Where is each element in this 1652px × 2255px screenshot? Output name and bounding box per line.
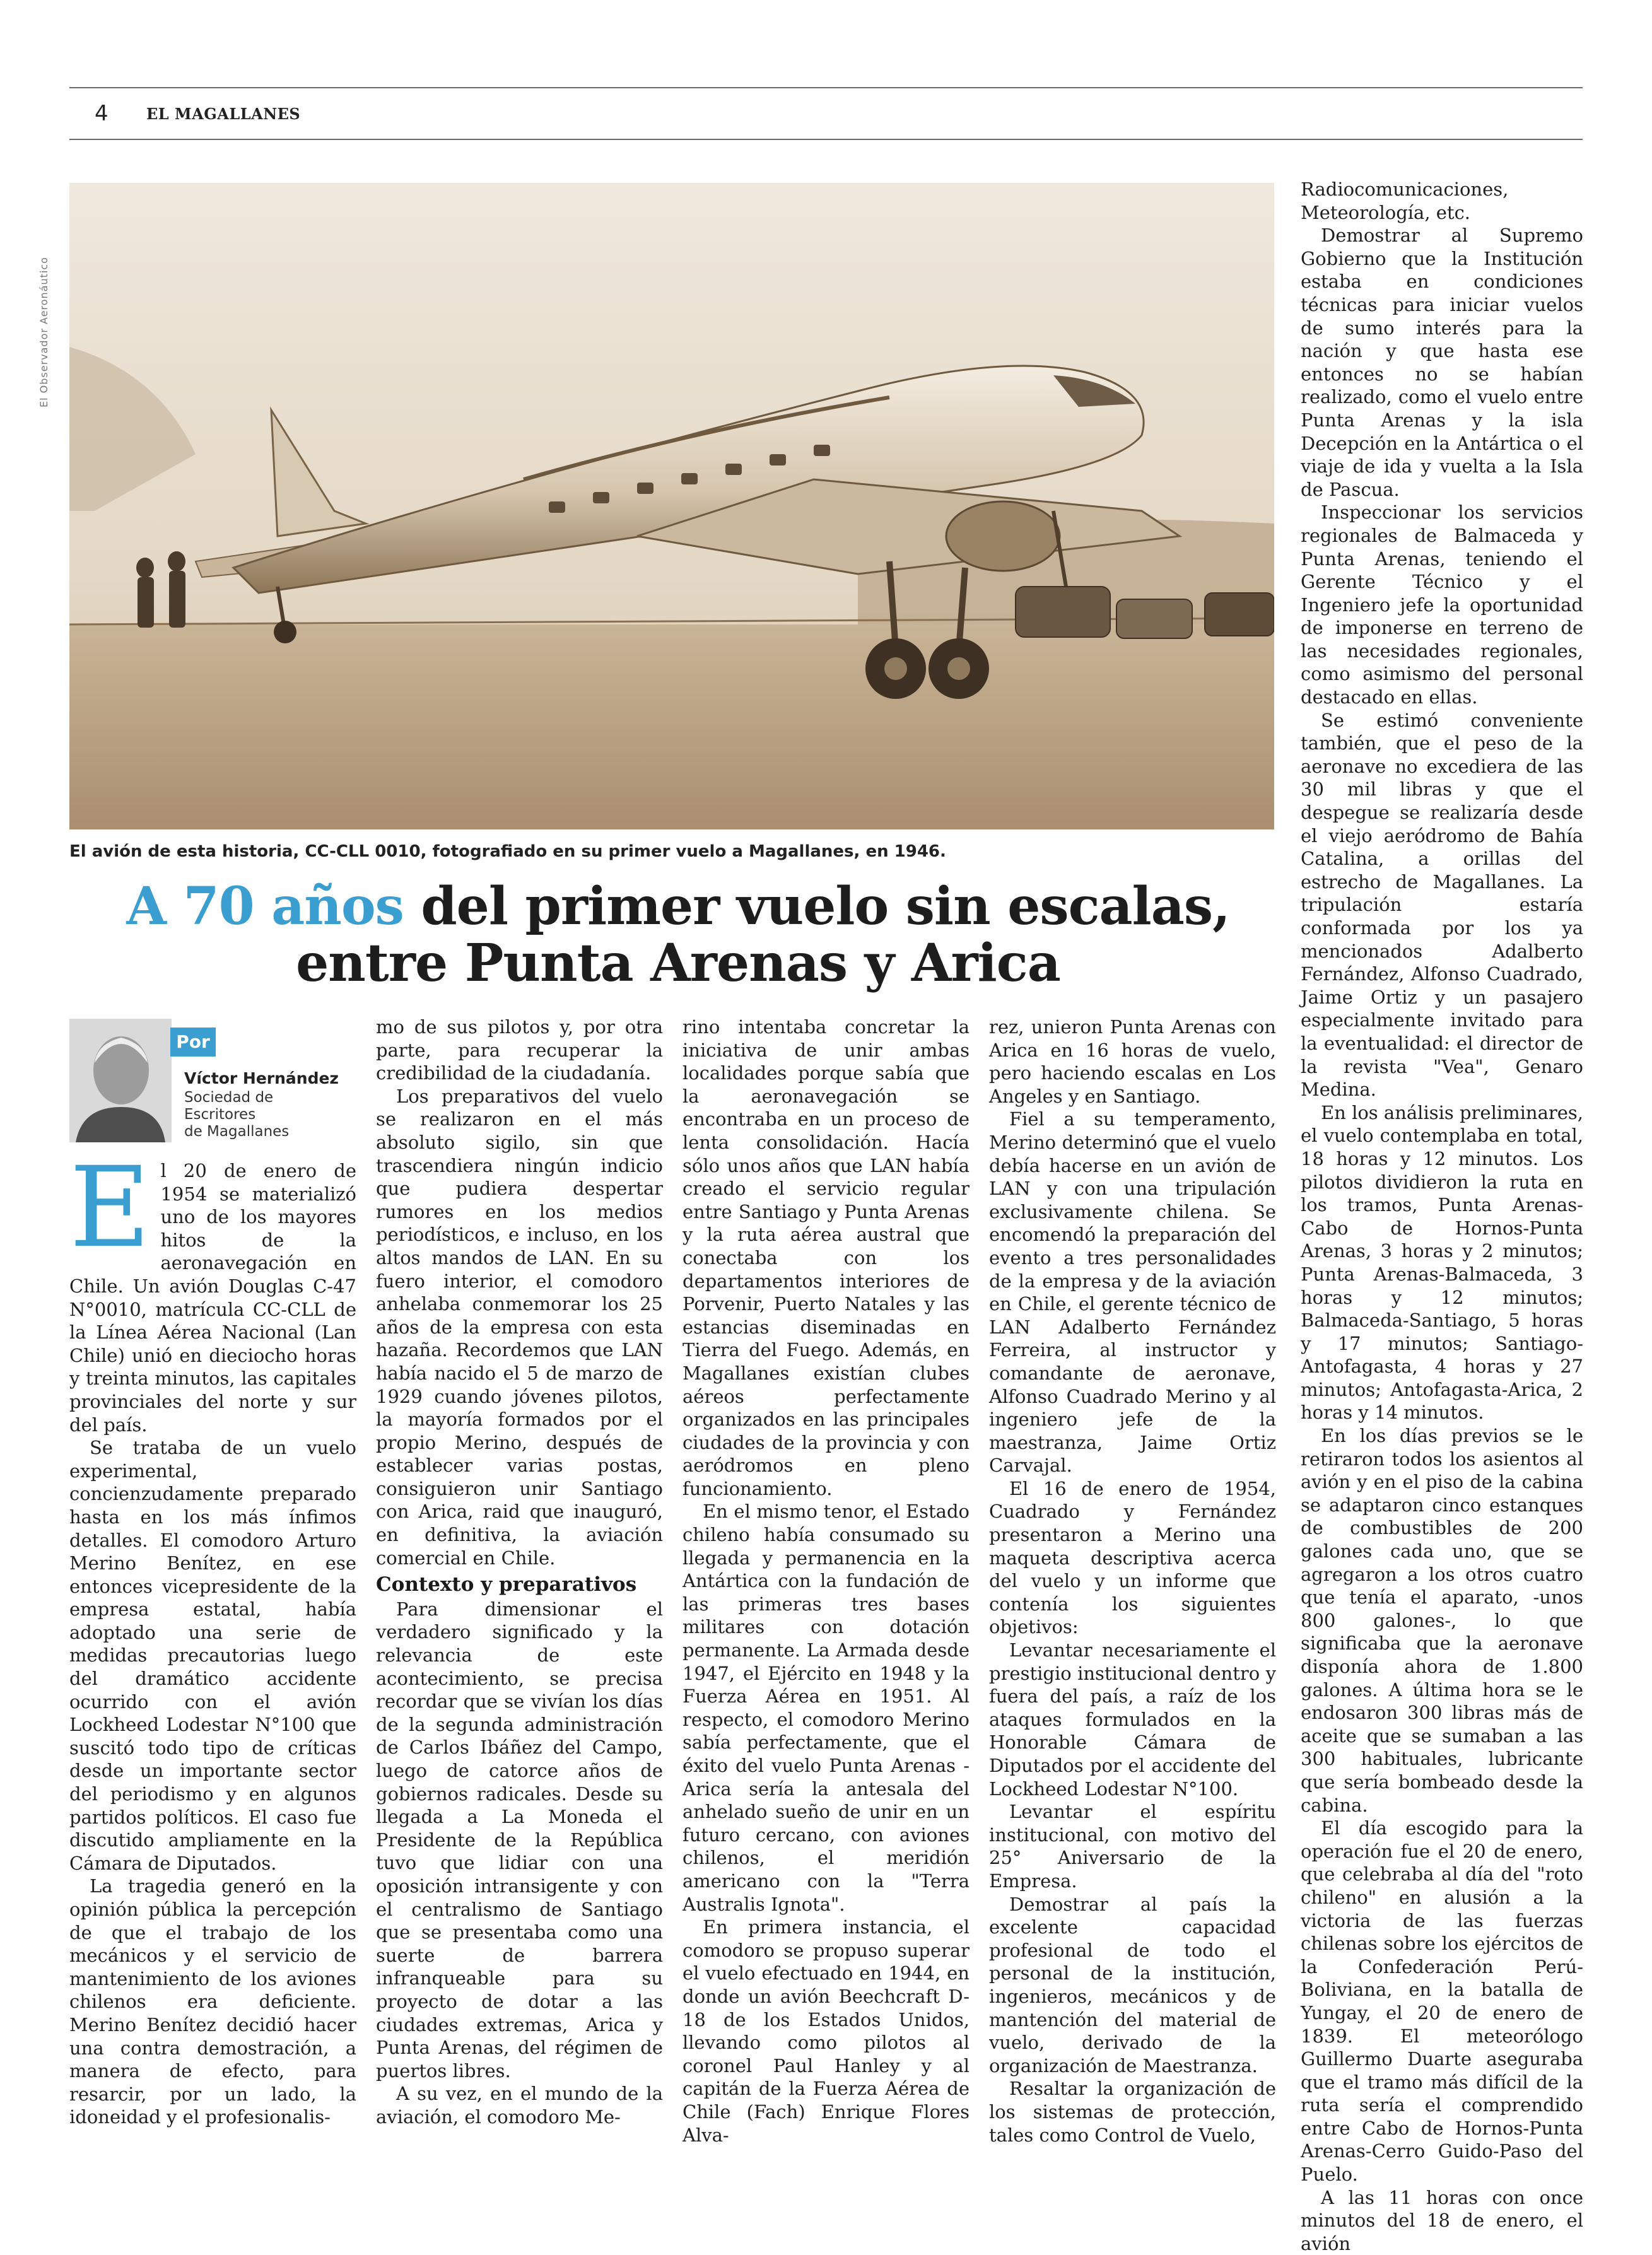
- byline: [69, 1019, 353, 1145]
- paragraph: Se trataba de un vuelo experimental, concienzudamente preparado hasta en los más ínfimos detalles. El comodoro Arturo Merino Benítez, en ese entonces vicepresidente de la empresa estatal, había adoptado una serie de medidas precautorias luego del dramático accidente ocurrido con el avión Lockheed Lodestar N°100 que suscitó todo tipo de críticas desde un importante sector del periodismo y en algunos partidos políticos. El caso fue discutido ampliamente en la Cámara de Diputados.: [69, 1437, 356, 1874]
- headline-rest: del primer vuelo sin escalas, entre Punta Arenas y Arica: [296, 876, 1230, 993]
- paragraph: En los días previos se le retiraron todos los asientos al avión y en el piso de la cabina se adaptaron cinco estanques de combustibles de 200 galones cada uno, que se agregaron a los otros cuatro que tenía el aparato, -unos 800 galones-, lo que significaba que la aeronave disponía ahora de 1.800 galones. A última hora se le endosaron 300 libras más de aceite que se sumaban a las 300 habituales, lubricante que sería bombeado desde la cabina.: [1301, 1425, 1583, 1816]
- paragraph: rez, unieron Punta Arenas con Arica en 16 horas de vuelo, pero haciendo escalas en Los Angeles y en Santiago.: [989, 1016, 1276, 1107]
- paragraph: El día escogido para la operación fue el 20 de enero, que celebraba al día del "roto chileno" en alusión a la victoria de las fuerzas chilenas sobre los ejércitos de la Confederación Perú-Boliviana, en la batalla de Yungay, el 20 de enero de 1839. El meteorólogo Guillermo Duarte aseguraba que el tramo más difícil de la ruta sería el comprendido entre Cabo de Hornos-Punta Arenas-Cerro Guido-Paso del Puelo.: [1301, 1817, 1583, 2186]
- drop-cap: E: [69, 1143, 151, 1272]
- paragraph: La tragedia generó en la opinión pública la percepción de que el trabajo de los mecánicos y el servicio de mantenimiento de los aviones chilenos era deficiente. Merino Benítez decidió hacer una contra demostración, a manera de efecto, para resarcir, por un lado, la idoneidad y el profesionalis-: [69, 1875, 356, 2128]
- author-org-line: Escritores: [184, 1106, 256, 1123]
- article-photo: [69, 183, 1274, 829]
- paragraph: mo de sus pilotos y, por otra parte, para recuperar la credibilidad de la ciudadanía.: [376, 1016, 663, 1084]
- section-heading: Contexto y preparativos: [376, 1573, 637, 1596]
- photo-credit: El Observador Aeronáutico: [38, 257, 50, 407]
- author-org-line: de Magallanes: [184, 1123, 290, 1140]
- article-column-1: [69, 1143, 356, 2129]
- author-organization: [184, 1089, 354, 1140]
- paragraph: A su vez, en el mundo de la aviación, el comodoro Me-: [376, 2083, 663, 2128]
- masthead-rule: [69, 139, 1583, 140]
- paragraph: Radiocomunicaciones, Meteorología, etc.: [1301, 179, 1509, 223]
- paragraph: En los análisis preliminares, el vuelo contemplaba en total, 18 horas y 12 minutos. Los pilotos dividieron la ruta en los tramos, Punta Arenas-Cabo de Hornos-Punta Arenas, 3 horas y 2 minutos; Punta Arenas-Balmaceda, 3 horas y 12 minutos; Balmaceda-Santiago, 5 horas y 17 minutos; Santiago-Antofagasta, 4 horas y 27 minutos; Antofagasta-Arica, 2 horas y 14 minutos.: [1301, 1101, 1583, 1424]
- top-rule: [69, 87, 1583, 88]
- paragraph: En el mismo tenor, el Estado chileno había consumado su llegada y permanencia en la Antártica con la fundación de las primeras tres bases militares con dotación permanente. La Armada desde 1947, el Ejército en 1948 y la Fuerza Aérea en 1951. Al respecto, el comodoro Merino sabía perfectamente, que el éxito del vuelo Punta Arenas - Arica sería la antesala del anhelado sueño de unir en un futuro cercano, con aviones chilenos, el meridión americano con la "Terra Australis Ignota".: [682, 1501, 970, 1915]
- paragraph: Los preparativos del vuelo se realizaron en el más absoluto sigilo, sin que trascendiera ningún indicio que pudiera despertar rumores en los medios periodísticos, e incluso, en los altos mandos de LAN. En su fuero interior, el comodoro anhelaba conmemorar los 25 años de la empresa con esta hazaña. Recordemos que LAN había nacido el 5 de marzo de 1929 cuando jóvenes pilotos, la mayoría formados por el propio Merino, después de establecer varias postas, consiguieron unir Santiago con Arica, raid que inauguró, en definitiva, la aviación comercial en Chile.: [376, 1085, 663, 1569]
- paragraph: Levantar el espíritu institucional, con motivo del 25° Aniversario de la Empresa.: [989, 1801, 1276, 1892]
- paragraph: Demostrar al Supremo Gobierno que la Institución estaba en condiciones técnicas para iniciar vuelos de sumo interés para la nación y que hasta ese entonces no se habían realizado, como el vuelo entre Punta Arenas y la isla Decepción en la Antártica o el viaje de ida y vuelta a la Isla de Pascua.: [1301, 225, 1583, 500]
- article-column-2: [376, 1016, 663, 2129]
- paragraph: Para dimensionar el verdadero significado y la relevancia de este acontecimiento, se precisa recordar que se vivían los días de la segunda administración de Carlos Ibáñez del Campo, luego de catorce años de gobiernos radicales. Desde su llegada a La Moneda el Presidente de la República tuvo que lidiar con una oposición intransigente y con el centralismo de Santiago que se presentaba como una suerte de barrera infranqueable para su proyecto de dotar a las ciudades extremas, Arica y Punta Arenas, del régimen de puertos libres.: [376, 1598, 663, 2082]
- headline: [69, 878, 1287, 992]
- author-name: Víctor Hernández: [184, 1069, 339, 1087]
- paragraph: [69, 1143, 356, 1436]
- paragraph: Se estimó conveniente también, que el peso de la aeronave no excediera de las 30 mil libras y que el despegue se realizaría desde el viejo aeródromo de Bahía Catalina, a orillas del estrecho de Magallanes. La tripulación estaría conformada por los ya mencionados Adalberto Fernández, Alfonso Cuadrado, Jaime Ortiz y un pasajero especialmente invitado para la eventualidad: el director de la revista "Vea", Genaro Medina.: [1301, 709, 1583, 1101]
- headline-accent: A 70 años: [126, 876, 404, 937]
- paragraph: A las 11 horas con once minutos del 18 de enero, el avión: [1301, 2186, 1583, 2254]
- paragraph: Inspeccionar los servicios regionales de Balmaceda y Punta Arenas, teniendo el Gerente Técnico y el Ingeniero jefe la oportunidad de imponerse en terreno de las necesidades regionales, como asimismo del personal destacado en ellas.: [1301, 501, 1583, 708]
- photo-caption: El avión de esta historia, CC-CLL 0010, fotografiado en su primer vuelo a Magallanes, en 1946.: [69, 842, 946, 861]
- author-org-line: Sociedad de: [184, 1089, 274, 1106]
- page-number: 4: [95, 101, 108, 126]
- byline-label: Por: [170, 1028, 216, 1057]
- article-column-4: [989, 1016, 1276, 2147]
- masthead: EL MAGALLANES: [146, 105, 301, 123]
- paragraph: rino intentaba concretar la iniciativa de unir ambas localidades porque sabía que la aeronavegación se encontraba en un proceso de lenta consolidación. Hacía sólo unos años que LAN había creado el servicio regular entre Santiago y Punta Arenas y la ruta aérea austral que conectaba con los departamentos interiores de Porvenir, Puerto Natales y las estancias diseminadas en Tierra del Fuego. Además, en Magallanes existían clubes aéreos perfectamente organizados en las principales ciudades de la provincia y con aeródromos en pleno funcionamiento.: [682, 1016, 970, 1499]
- article-column-3: [682, 1016, 970, 2147]
- paragraph: Fiel a su temperamento, Merino determinó que el vuelo debía hacerse en un avión de LAN y con una tripulación exclusivamente chilena. Se encomendó la preparación del evento a tres personalidades de la empresa y de la aviación en Chile, el gerente técnico de LAN Adalberto Fernández Ferreira, al instructor y comandante de aeronave, Alfonso Cuadrado Merino y al ingeniero jefe de la maestranza, Jaime Ortiz Carvajal.: [989, 1108, 1276, 1477]
- paragraph: El 16 de enero de 1954, Cuadrado y Fernández presentaron a Merino una maqueta descriptiva acerca del vuelo y un informe que contenía los siguientes objetivos:: [989, 1477, 1276, 1638]
- article-column-5: [1301, 178, 1583, 2255]
- paragraph: En primera instancia, el comodoro se propuso superar el vuelo efectuado en 1944, en donde un avión Beechcraft D-18 de los Estados Unidos, llevando como pilotos al coronel Paul Hanley y al capitán de la Fuerza Aérea de Chile (Fach) Enrique Flores Alva-: [682, 1916, 970, 2146]
- paragraph: Demostrar al país la excelente capacidad profesional de todo el personal de la institución, ingenieros, mecánicos y de mantención del material de vuelo, derivado de la organización de Maestranza.: [989, 1893, 1276, 2076]
- paragraph: Levantar necesariamente el prestigio institucional dentro y fuera del país, a raíz de los ataques formulados en la Honorable Cámara de Diputados por el accidente del Lockheed Lodestar N°100.: [989, 1639, 1276, 1800]
- paragraph-text: l 20 de enero de 1954 se materializó uno de los mayores hitos de la aeronavegación en Chile. Un avión Douglas C-47 N°0010, matrícula CC-CLL de la Línea Aérea Nacional (Lan Chile) unió en dieciocho horas y treinta minutos, las capitales provinciales del norte y sur del país.: [69, 1160, 356, 1436]
- author-avatar: [69, 1019, 172, 1142]
- paragraph: Resaltar la organización de los sistemas de protección, tales como Control de Vuelo,: [989, 2078, 1276, 2146]
